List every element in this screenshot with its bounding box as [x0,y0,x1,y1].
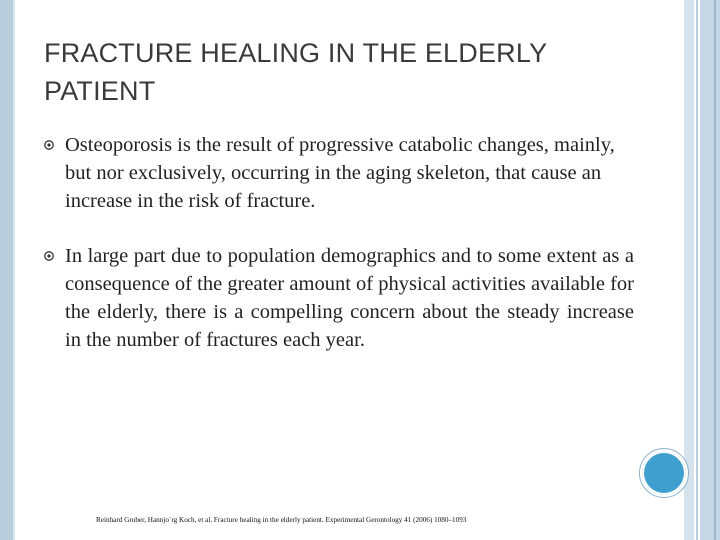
bullet-item [44,131,634,215]
bullet-item [44,242,634,354]
bullet-target-icon [44,140,54,150]
left-decorative-band [0,0,13,540]
right-decorative-band-outer [700,0,720,540]
left-decorative-line [13,0,15,540]
bullet-list [44,131,634,381]
right-decorative-band [684,0,694,540]
decorative-circle [642,451,686,495]
bullet-text: In large part due to population demographics and to some extent as a consequence of the greater amount of physical activities available for the elderly, there is a compelling concern about the steady increase in the number of fractures each year. [65,245,634,351]
slide-title: FRACTURE HEALING IN THE ELDERLY PATIENT [44,38,547,106]
right-decorative-line-outer [714,0,716,540]
citation-footnote: Reinhard Gruber, Hannjo¨rg Koch, et al. Fracture healing in the elderly patient. Experimental Gerontology 41 (2006) 1080–1093 [96,516,467,524]
bullet-text: Osteoporosis is the result of progressive catabolic changes, mainly, but nor exclusively, occurring in the aging skeleton, that cause an increase in the risk of fracture. [65,134,615,212]
right-decorative-line [696,0,698,540]
bullet-target-icon [44,251,54,261]
